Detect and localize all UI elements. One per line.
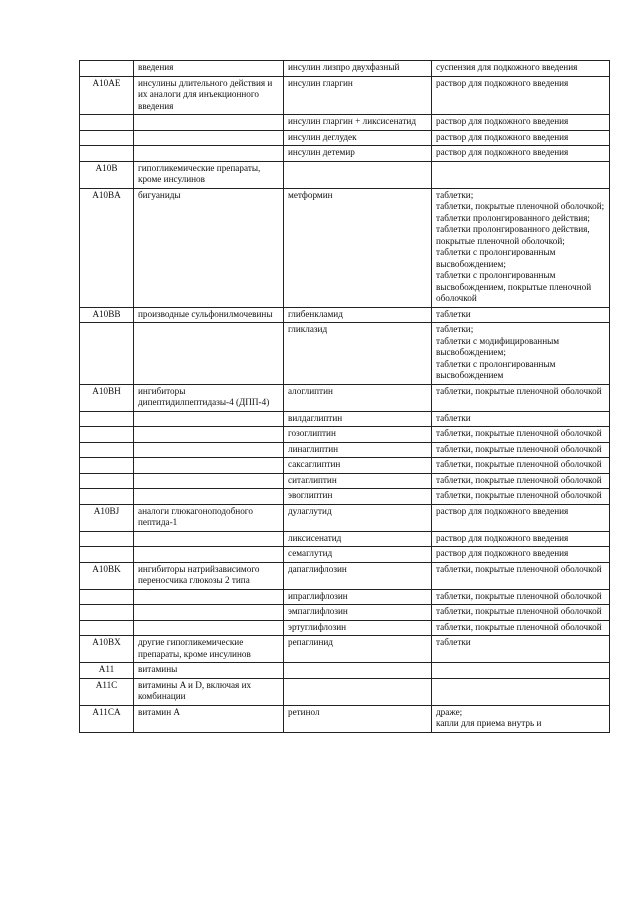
- atc-code-cell: [80, 589, 134, 605]
- table-row: [80, 489, 610, 505]
- table-row: [80, 427, 610, 443]
- group-name-cell: [134, 442, 284, 458]
- table-row: [80, 547, 610, 563]
- dosage-form-item: таблетки, покрытые пленочной оболочкой: [436, 474, 602, 485]
- dosage-forms-cell: [432, 427, 610, 443]
- group-name-cell: инсулины длительного действия и их аналоги для инъекционного введения: [134, 76, 284, 115]
- dosage-forms-cell: [432, 188, 610, 307]
- dosage-forms-cell: [432, 504, 610, 531]
- dosage-forms-cell: [432, 442, 610, 458]
- table-row: [80, 61, 610, 77]
- dosage-form-item: раствор для подкожного введения: [436, 532, 569, 543]
- drug-name-cell: алоглиптин: [284, 384, 432, 411]
- dosage-forms-cell: [432, 547, 610, 563]
- drug-name-cell: инсулин деглудек: [284, 130, 432, 146]
- drug-name-cell: [284, 663, 432, 679]
- atc-code-cell: A10BJ: [80, 504, 134, 531]
- dosage-form-item: таблетки, покрытые пленочной оболочкой: [436, 606, 602, 616]
- dosage-form-item: капли для приема внутрь и: [436, 718, 542, 728]
- table-row: [80, 458, 610, 474]
- atc-code-cell: A10BB: [80, 307, 134, 323]
- drug-name-cell: линаглиптин: [284, 442, 432, 458]
- group-name-cell: ингибиторы натрийзависимого переносчика глюкозы 2 типа: [134, 562, 284, 589]
- group-name-cell: бигуаниды: [134, 188, 284, 307]
- atc-code-cell: [80, 489, 134, 505]
- drug-name-cell: дулаглутид: [284, 504, 432, 531]
- dosage-form-item: таблетки;: [436, 324, 474, 334]
- dosage-forms-cell: [432, 562, 610, 589]
- atc-code-cell: [80, 115, 134, 131]
- dosage-forms-cell: [432, 307, 610, 323]
- group-name-cell: ингибиторы дипептидилпептидазы-4 (ДПП-4): [134, 384, 284, 411]
- table-row: [80, 76, 610, 115]
- table-row: [80, 531, 610, 547]
- dosage-forms-cell: [432, 489, 610, 505]
- drug-table-body: [80, 61, 610, 733]
- drug-name-cell: инсулин детемир: [284, 146, 432, 162]
- atc-code-cell: A10BH: [80, 384, 134, 411]
- atc-code-cell: [80, 473, 134, 489]
- dosage-forms-cell: [432, 636, 610, 663]
- table-row: [80, 705, 610, 732]
- atc-code-cell: [80, 547, 134, 563]
- dosage-forms-cell: [432, 678, 610, 705]
- table-row: [80, 146, 610, 162]
- dosage-form-item: таблетки, покрытые пленочной оболочкой: [436, 621, 602, 632]
- drug-name-cell: инсулин лизпро двухфазный: [284, 61, 432, 77]
- table-row: [80, 307, 610, 323]
- group-name-cell: [134, 427, 284, 443]
- group-name-cell: [134, 547, 284, 563]
- atc-code-cell: A11CA: [80, 705, 134, 732]
- group-name-cell: [134, 323, 284, 385]
- atc-code-cell: [80, 146, 134, 162]
- table-row: [80, 161, 610, 188]
- table-row: [80, 323, 610, 385]
- table-row: [80, 411, 610, 427]
- atc-code-cell: [80, 427, 134, 443]
- drug-name-cell: ретинол: [284, 705, 432, 732]
- drug-name-cell: [284, 161, 432, 188]
- drug-name-cell: инсулин гларгин: [284, 76, 432, 115]
- dosage-forms-cell: [432, 115, 610, 131]
- dosage-form-item: таблетки: [436, 308, 471, 319]
- group-name-cell: [134, 146, 284, 162]
- group-name-cell: [134, 411, 284, 427]
- dosage-forms-cell: [432, 146, 610, 162]
- group-name-cell: [134, 130, 284, 146]
- dosage-forms-cell: [432, 663, 610, 679]
- atc-code-cell: A10BX: [80, 636, 134, 663]
- dosage-form-item: раствор для подкожного введения: [436, 147, 569, 157]
- dosage-forms-cell: [432, 531, 610, 547]
- group-name-cell: другие гипогликемические препараты, кроме инсулинов: [134, 636, 284, 663]
- drug-name-cell: эртуглифлозин: [284, 620, 432, 636]
- dosage-form-item: таблетки, покрытые пленочной оболочкой: [436, 443, 602, 454]
- dosage-form-item: раствор для подкожного введения: [436, 505, 569, 516]
- dosage-forms-cell: [432, 130, 610, 146]
- dosage-forms-cell: [432, 384, 610, 411]
- dosage-forms-cell: [432, 473, 610, 489]
- group-name-cell: [134, 473, 284, 489]
- drug-name-cell: дапаглифлозин: [284, 562, 432, 589]
- group-name-cell: аналоги глюкагоноподобного пептида-1: [134, 504, 284, 531]
- table-row: [80, 562, 610, 589]
- dosage-form-item: таблетки с пролонгированным высвобождением, покрытые пленочной оболочкой: [436, 270, 592, 303]
- atc-code-cell: [80, 458, 134, 474]
- drug-name-cell: семаглутид: [284, 547, 432, 563]
- atc-code-cell: [80, 605, 134, 621]
- drug-name-cell: эмпаглифлозин: [284, 605, 432, 621]
- group-name-cell: [134, 620, 284, 636]
- dosage-form-item: раствор для подкожного введения: [436, 116, 569, 126]
- drug-name-cell: инсулин гларгин + ликсисенатид: [284, 115, 432, 131]
- dosage-form-item: таблетки с пролонгированным высвобождением: [436, 358, 556, 380]
- dosage-forms-cell: [432, 61, 610, 77]
- group-name-cell: [134, 115, 284, 131]
- table-row: [80, 384, 610, 411]
- dosage-forms-cell: [432, 161, 610, 188]
- table-row: [80, 678, 610, 705]
- dosage-form-item: таблетки, покрытые пленочной оболочкой: [436, 428, 602, 438]
- dosage-form-item: таблетки пролонгированного действия;: [436, 212, 590, 223]
- table-row: [80, 188, 610, 307]
- drug-name-cell: вилдаглиптин: [284, 411, 432, 427]
- group-name-cell: [134, 589, 284, 605]
- dosage-form-item: раствор для подкожного введения: [436, 77, 569, 88]
- table-row: [80, 663, 610, 679]
- dosage-form-item: таблетки с модифицированным высвобождением;: [436, 335, 560, 357]
- dosage-form-item: таблетки, покрытые пленочной оболочкой: [436, 590, 602, 601]
- atc-code-cell: A10B: [80, 161, 134, 188]
- group-name-cell: [134, 458, 284, 474]
- dosage-form-item: таблетки: [436, 637, 471, 647]
- dosage-form-item: таблетки пролонгированного действия, покрытые пленочной оболочкой;: [436, 224, 590, 246]
- atc-code-cell: A11: [80, 663, 134, 679]
- group-name-cell: [134, 489, 284, 505]
- drug-name-cell: гликлазид: [284, 323, 432, 385]
- dosage-form-item: раствор для подкожного введения: [436, 548, 569, 558]
- dosage-form-item: таблетки;: [436, 189, 474, 200]
- drug-name-cell: [284, 678, 432, 705]
- drug-name-cell: ликсисенатид: [284, 531, 432, 547]
- dosage-form-item: раствор для подкожного введения: [436, 131, 569, 142]
- group-name-cell: [134, 605, 284, 621]
- group-name-cell: производные сульфонилмочевины: [134, 307, 284, 323]
- atc-code-cell: [80, 130, 134, 146]
- table-row: [80, 473, 610, 489]
- table-row: [80, 442, 610, 458]
- drug-name-cell: саксаглиптин: [284, 458, 432, 474]
- group-name-cell: витамин A: [134, 705, 284, 732]
- dosage-form-item: драже;: [436, 706, 463, 717]
- atc-code-cell: [80, 323, 134, 385]
- table-row: [80, 636, 610, 663]
- drug-name-cell: эвоглиптин: [284, 489, 432, 505]
- drug-name-cell: глибенкламид: [284, 307, 432, 323]
- atc-code-cell: A10AE: [80, 76, 134, 115]
- table-row: [80, 504, 610, 531]
- atc-code-cell: [80, 61, 134, 77]
- dosage-form-item: таблетки, покрытые пленочной оболочкой;: [436, 201, 605, 211]
- dosage-forms-cell: [432, 620, 610, 636]
- group-name-cell: витамины: [134, 663, 284, 679]
- drug-name-cell: репаглинид: [284, 636, 432, 663]
- drug-table: [79, 60, 610, 733]
- dosage-form-item: таблетки, покрытые пленочной оболочкой: [436, 490, 602, 500]
- table-row: [80, 115, 610, 131]
- group-name-cell: введения: [134, 61, 284, 77]
- drug-name-cell: метформин: [284, 188, 432, 307]
- dosage-form-item: таблетки, покрытые пленочной оболочкой: [436, 563, 602, 574]
- table-row: [80, 620, 610, 636]
- drug-name-cell: ипраглифлозин: [284, 589, 432, 605]
- dosage-form-item: таблетки: [436, 412, 471, 423]
- dosage-forms-cell: [432, 76, 610, 115]
- group-name-cell: [134, 531, 284, 547]
- table-row: [80, 605, 610, 621]
- atc-code-cell: [80, 411, 134, 427]
- table-row: [80, 589, 610, 605]
- dosage-forms-cell: [432, 605, 610, 621]
- atc-code-cell: [80, 531, 134, 547]
- dosage-form-item: таблетки с пролонгированным высвобождением;: [436, 247, 556, 269]
- atc-code-cell: A11C: [80, 678, 134, 705]
- table-row: [80, 130, 610, 146]
- dosage-form-item: таблетки, покрытые пленочной оболочкой: [436, 459, 602, 469]
- atc-code-cell: A10BK: [80, 562, 134, 589]
- group-name-cell: гипогликемические препараты, кроме инсулинов: [134, 161, 284, 188]
- atc-code-cell: A10BA: [80, 188, 134, 307]
- dosage-form-item: суспензия для подкожного введения: [436, 62, 578, 72]
- atc-code-cell: [80, 442, 134, 458]
- dosage-forms-cell: [432, 411, 610, 427]
- drug-name-cell: ситаглиптин: [284, 473, 432, 489]
- dosage-forms-cell: [432, 589, 610, 605]
- dosage-forms-cell: [432, 323, 610, 385]
- atc-code-cell: [80, 620, 134, 636]
- dosage-forms-cell: [432, 458, 610, 474]
- group-name-cell: витамины A и D, включая их комбинации: [134, 678, 284, 705]
- dosage-form-item: таблетки, покрытые пленочной оболочкой: [436, 385, 602, 396]
- dosage-forms-cell: [432, 705, 610, 732]
- drug-name-cell: гозоглиптин: [284, 427, 432, 443]
